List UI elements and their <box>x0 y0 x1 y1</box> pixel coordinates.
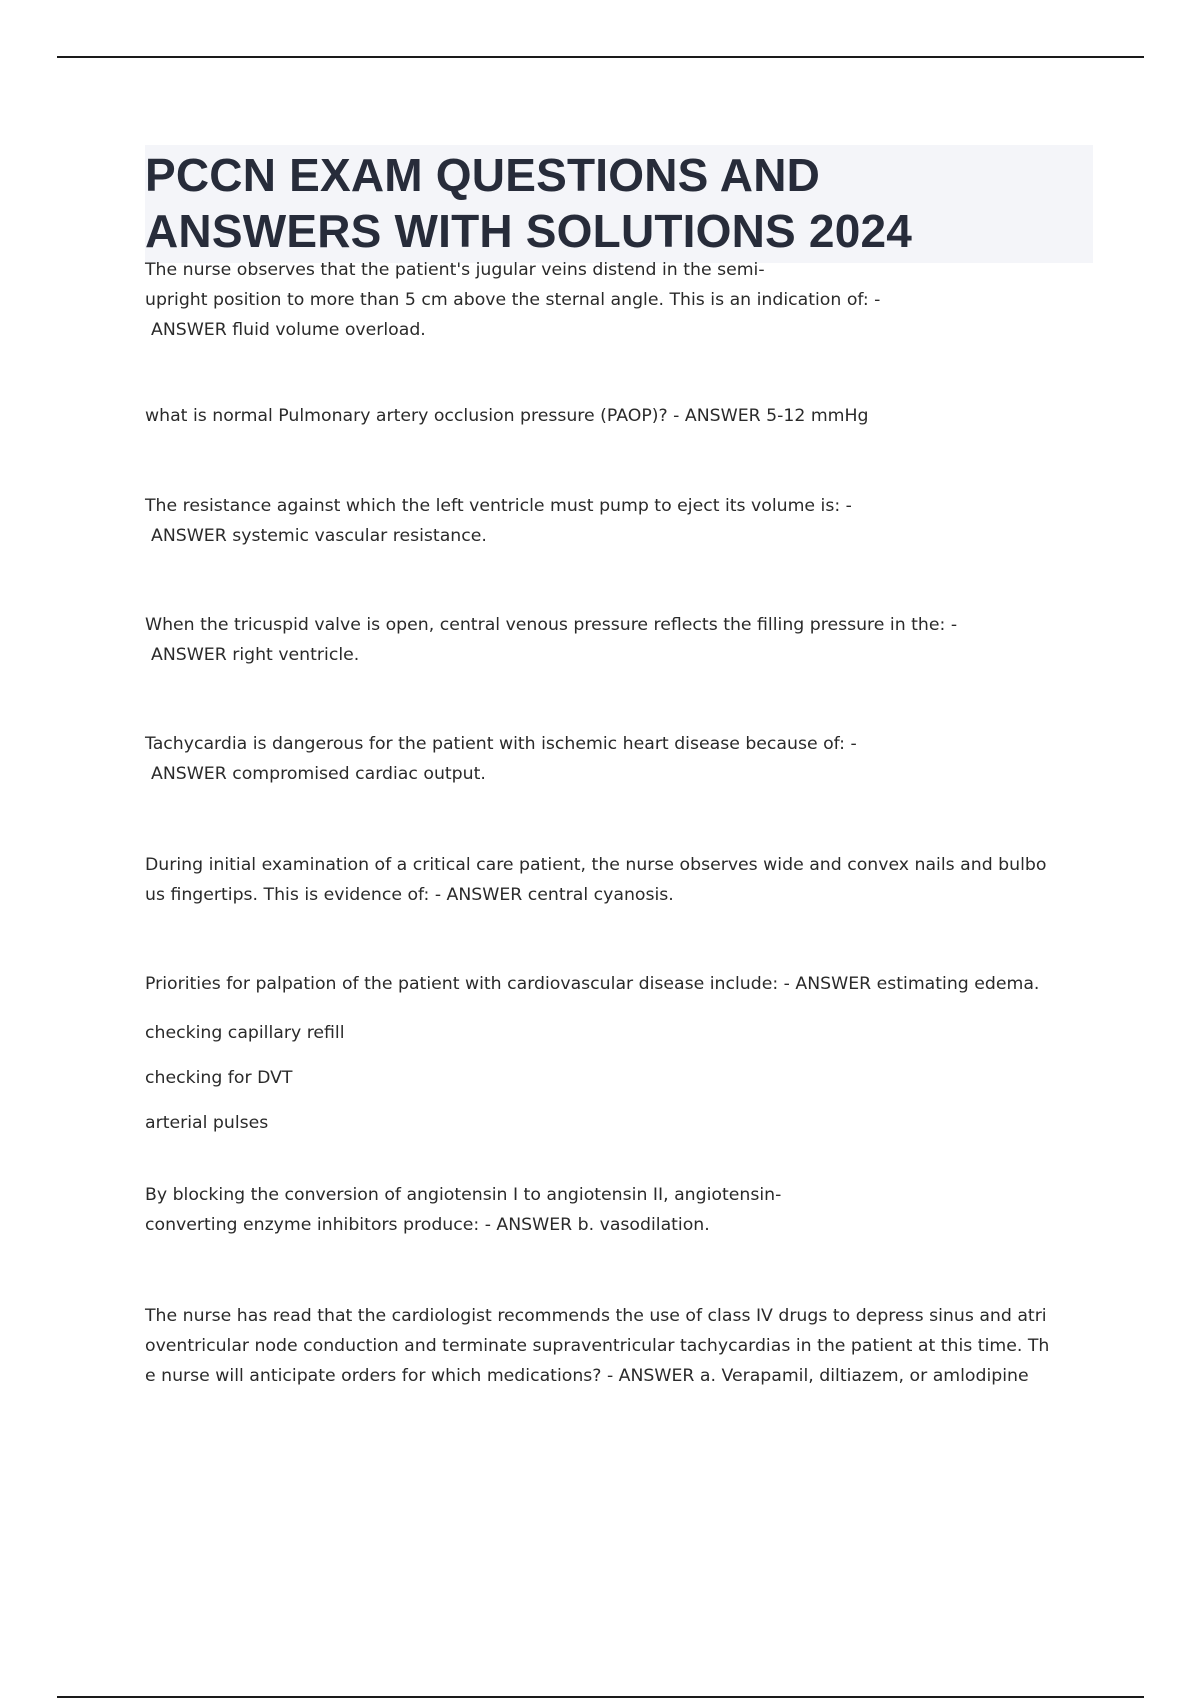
question-text: oventricular node conduction and terminate supraventricular tachycardias in the patient at this time. Th <box>145 1336 1050 1356</box>
question-text: Priorities for palpation of the patient with cardiovascular disease include: - ANSWER estimating edema. <box>145 974 1040 994</box>
question-text: The resistance against which the left ventricle must pump to eject its volume is: - <box>145 496 852 516</box>
question-text: The nurse has read that the cardiologist recommends the use of class IV drugs to depress sinus and atri <box>145 1306 1047 1326</box>
qa-item <box>145 610 1095 670</box>
answer-text: ANSWER systemic vascular resistance. <box>151 526 487 546</box>
list-item: checking for DVT <box>145 1068 293 1088</box>
title-heading <box>145 147 1093 259</box>
qa-item <box>145 729 1095 789</box>
document-title <box>145 145 1093 263</box>
title-line-2: ANSWERS WITH SOLUTIONS 2024 <box>145 205 913 257</box>
qa-item <box>145 401 1095 431</box>
answer-text: ANSWER compromised cardiac output. <box>151 764 486 784</box>
answer-text: ANSWER fluid volume overload. <box>151 320 426 340</box>
footer-rule <box>57 1696 1144 1698</box>
qa-item <box>145 491 1095 551</box>
title-line-1: PCCN EXAM QUESTIONS AND <box>145 149 821 201</box>
question-text: When the tricuspid valve is open, central venous pressure reflects the filling pressure in the: - <box>145 615 958 635</box>
header-rule <box>57 56 1144 58</box>
question-text: e nurse will anticipate orders for which medications? - ANSWER a. Verapamil, diltiazem, or amlodipine <box>145 1366 1029 1386</box>
question-text: what is normal Pulmonary artery occlusion pressure (PAOP)? - ANSWER 5-12 mmHg <box>145 406 869 426</box>
qa-item <box>145 1301 1095 1391</box>
qa-item <box>145 255 1095 345</box>
answer-text: ANSWER right ventricle. <box>151 645 360 665</box>
question-text: converting enzyme inhibitors produce: - ANSWER b. vasodilation. <box>145 1215 710 1235</box>
qa-item <box>145 850 1095 910</box>
document-page <box>145 145 1095 1386</box>
qa-item <box>145 969 1095 999</box>
question-text: The nurse observes that the patient's jugular veins distend in the semi- <box>145 260 765 280</box>
list-item: arterial pulses <box>145 1113 269 1133</box>
question-text: Tachycardia is dangerous for the patient with ischemic heart disease because of: - <box>145 734 857 754</box>
list-item: checking capillary refill <box>145 1023 345 1043</box>
question-text: us fingertips. This is evidence of: - ANSWER central cyanosis. <box>145 885 674 905</box>
question-text: During initial examination of a critical care patient, the nurse observes wide and convex nails and bulbo <box>145 855 1047 875</box>
qa-item <box>145 1180 1095 1240</box>
question-text: By blocking the conversion of angiotensin I to angiotensin II, angiotensin- <box>145 1185 782 1205</box>
question-text: upright position to more than 5 cm above the sternal angle. This is an indication of: - <box>145 290 881 310</box>
